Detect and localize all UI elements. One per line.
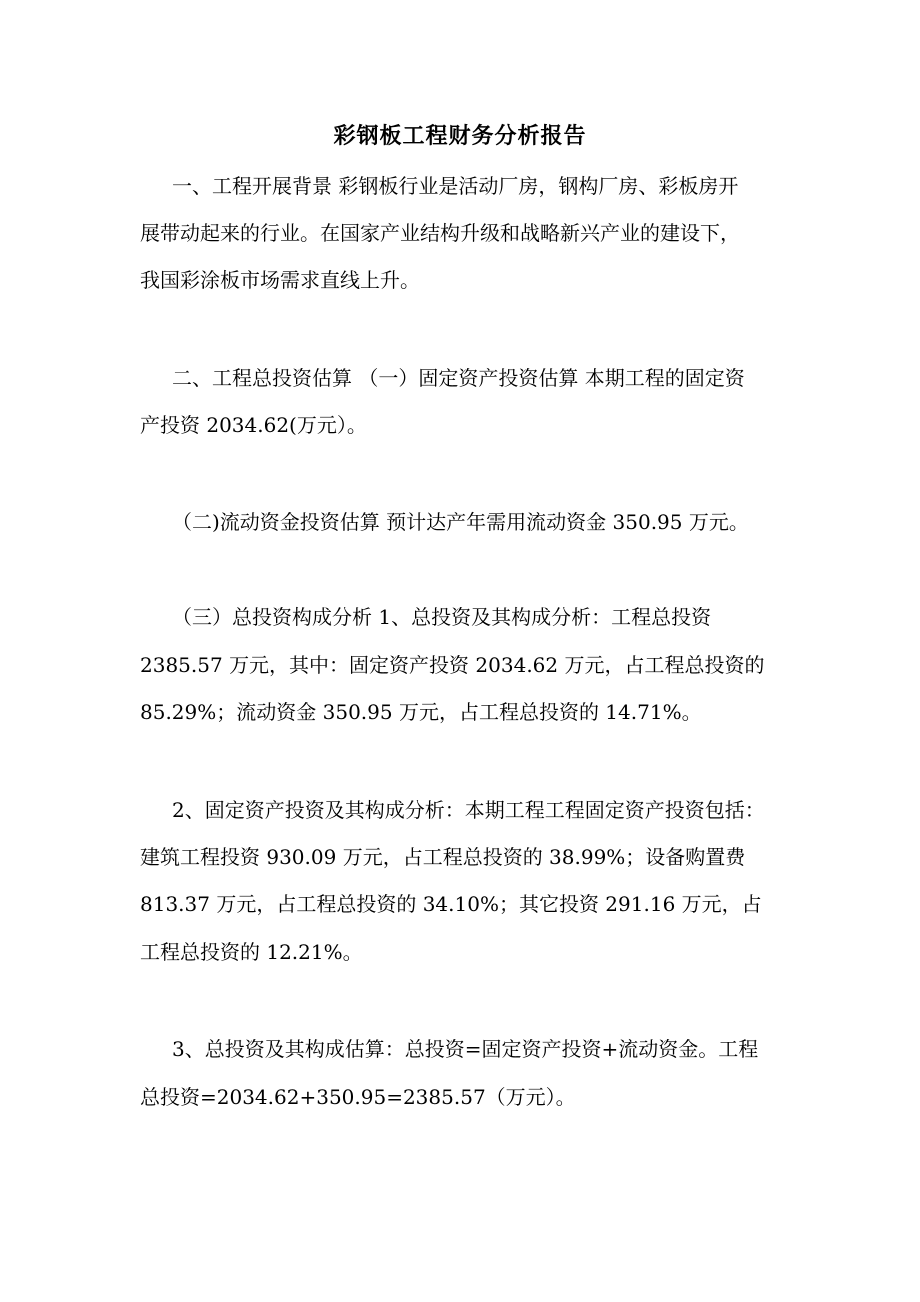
paragraph-total-estimate-line-1: 3、总投资及其构成估算：总投资=固定资产投资+流动资金。工程 [172, 1037, 759, 1061]
paragraph-background-line-2: 展带动起来的行业。在国家产业结构升级和战略新兴产业的建设下， [140, 221, 740, 245]
paragraph-investment-line-2: 产投资 2034.62(万元）。 [140, 413, 367, 437]
paragraph-background-line-3: 我国彩涂板市场需求直线上升。 [140, 268, 420, 292]
paragraph-fixed-asset-line-3: 813.37 万元，占工程总投资的 34.10%；其它投资 291.16 万元，占 [140, 892, 762, 916]
paragraph-total-estimate-line-2: 总投资=2034.62+350.95=2385.57（万元）。 [140, 1085, 576, 1109]
paragraph-composition-line-3: 85.29%；流动资金 350.95 万元，占工程总投资的 14.71%。 [140, 700, 702, 724]
paragraph-background-line-1: 一、工程开展背景 彩钢板行业是活动厂房，钢构厂房、彩板房开 [172, 174, 739, 198]
paragraph-fixed-asset-line-4: 工程总投资的 12.21%。 [140, 940, 363, 964]
paragraph-composition-line-2: 2385.57 万元，其中：固定资产投资 2034.62 万元，占工程总投资的 [140, 653, 765, 677]
paragraph-fixed-asset-line-2: 建筑工程投资 930.09 万元，占工程总投资的 38.99%；设备购置费 [140, 845, 746, 869]
paragraph-fixed-asset-line-1: 2、固定资产投资及其构成分析：本期工程工程固定资产投资包括： [172, 798, 765, 822]
paragraph-composition-line-1: （三）总投资构成分析 1、总投资及其构成分析：工程总投资 [172, 605, 712, 629]
paragraph-investment-line-1: 二、工程总投资估算 （一）固定资产投资估算 本期工程的固定资 [172, 366, 745, 390]
document-title: 彩钢板工程财务分析报告 [333, 123, 587, 149]
paragraph-working-capital-line-1: （二)流动资金投资估算 预计达产年需用流动资金 350.95 万元。 [172, 510, 749, 534]
